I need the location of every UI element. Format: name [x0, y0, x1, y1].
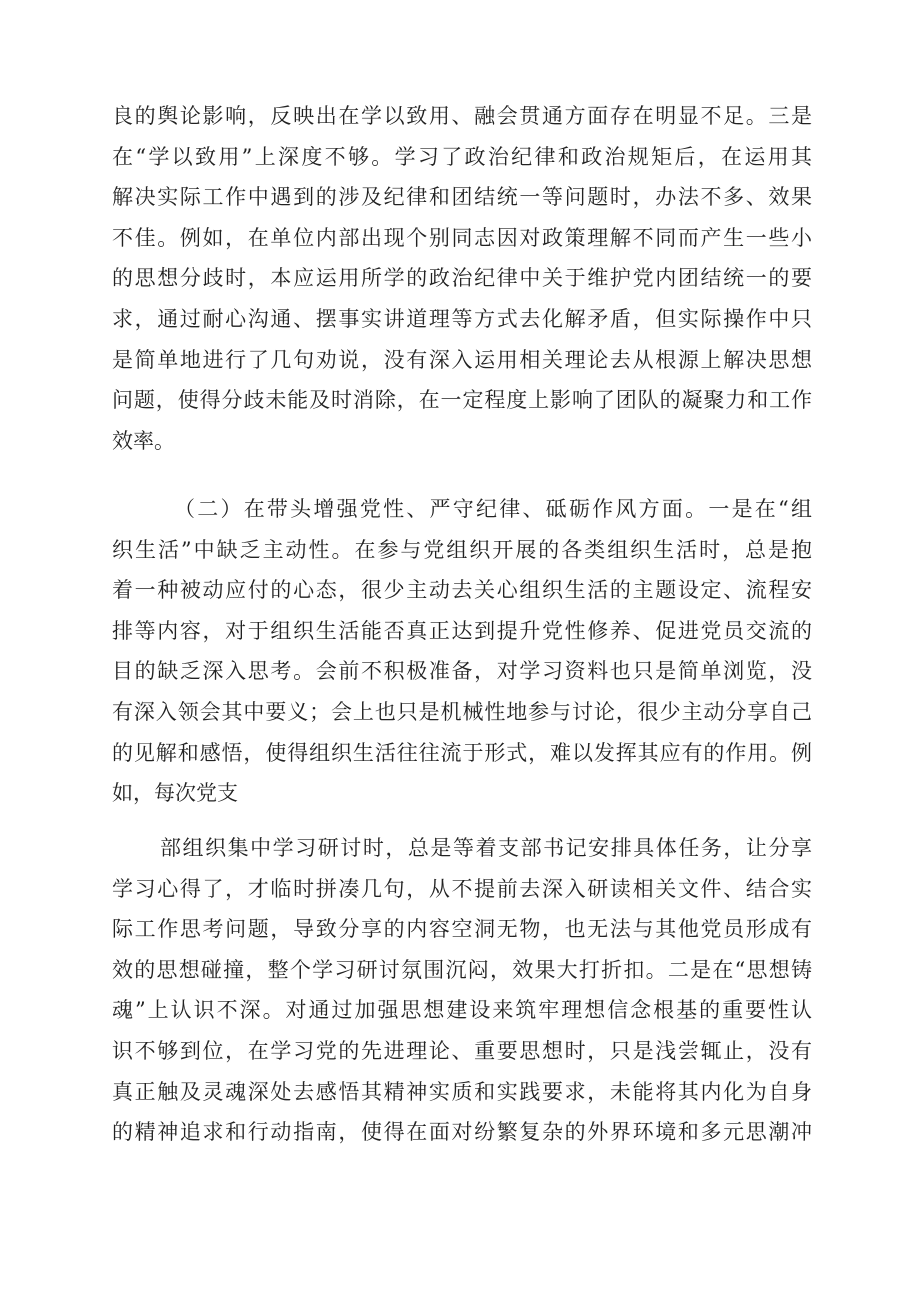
paragraph-2-line: 有深入领会其中要义；会上也只是机械性地参与讨论，很少主动分享自己: [112, 699, 812, 724]
paragraph-3-line: 部组织集中学习研讨时，总是等着支部书记安排具体任务，让分享: [160, 836, 812, 860]
paragraph-1-line: 求，通过耐心沟通、摆事实讲道理等方式去化解矛盾，但实际操作中只: [112, 306, 812, 331]
paragraph-1-line: 解决实际工作中遇到的涉及纪律和团结统一等问题时，办法不多、效果: [112, 185, 812, 210]
paragraph-2-line: 的见解和感悟，使得组织生活往往流于形式，难以发挥其应有的作用。例: [112, 740, 812, 765]
paragraph-2: [112, 489, 812, 814]
paragraph-3-line: 际工作思考问题，导致分享的内容空洞无物，也无法与其他党员形成有: [112, 917, 812, 942]
paragraph-3-line: 魂”上认识不深。对通过加强思想建设来筑牢理想信念根基的重要性认: [112, 998, 812, 1023]
paragraph-2-line: 排等内容，对于组织生活能否真正达到提升党性修养、促进党员交流的: [112, 618, 812, 643]
paragraph-3-line: 识不够到位，在学习党的先进理论、重要思想时，只是浅尝辄止，没有: [112, 1038, 812, 1063]
paragraph-3-line: 真正触及灵魂深处去感悟其精神实质和实践要求，未能将其内化为自身: [112, 1079, 812, 1104]
paragraph-2-line: 如，每次党支: [112, 781, 238, 806]
paragraph-3-line: 学习心得了，才临时拼凑几句，从不提前去深入研读相关文件、结合实: [112, 876, 812, 901]
paragraph-2-line: 着一种被动应付的心态，很少主动去关心组织生活的主题设定、流程安: [112, 578, 812, 603]
paragraph-1-line: 良的舆论影响，反映出在学以致用、融会贯通方面存在明显不足。三是: [112, 104, 812, 128]
paragraph-3: [112, 828, 812, 1153]
paragraph-1-line: 不佳。例如，在单位内部出现个别同志因对政策理解不同而产生一些小: [112, 225, 812, 250]
paragraph-1-line: 在“学以致用”上深度不够。学习了政治纪律和政治规矩后，在运用其: [112, 144, 812, 169]
paragraph-1-line: 问题，使得分歧未能及时消除，在一定程度上影响了团队的凝聚力和工作: [112, 388, 812, 413]
paragraph-1-line: 效率。: [112, 428, 175, 453]
paragraph-2-line: （二）在带头增强党性、严守纪律、砥砺作风方面。一是在“组: [174, 497, 812, 521]
paragraph-1-line: 是简单地进行了几句劝说，没有深入运用相关理论去从根源上解决思想: [112, 347, 812, 372]
paragraph-1: [112, 96, 812, 461]
paragraph-3-line: 的精神追求和行动指南，使得在面对纷繁复杂的外界环境和多元思潮冲: [112, 1120, 812, 1145]
paragraph-1-line: 的思想分歧时，本应运用所学的政治纪律中关于维护党内团结统一的要: [112, 266, 812, 291]
paragraph-2-line: 目的缺乏深入思考。会前不积极准备，对学习资料也只是简单浏览，没: [112, 659, 812, 684]
paragraph-2-line: 织生活”中缺乏主动性。在参与党组织开展的各类组织生活时，总是抱: [112, 537, 812, 562]
paragraph-3-line: 效的思想碰撞，整个学习研讨氛围沉闷，效果大打折扣。二是在“思想铸: [112, 957, 812, 982]
